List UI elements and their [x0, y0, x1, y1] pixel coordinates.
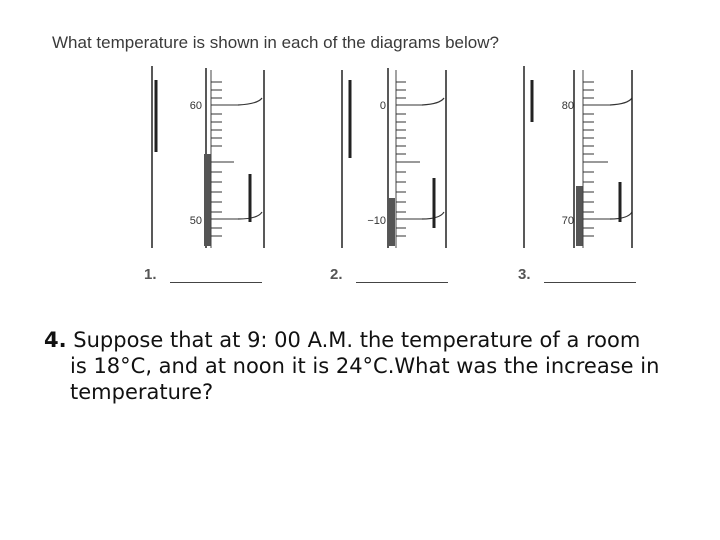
answer-blank-2[interactable]	[356, 268, 448, 283]
thermometer-3-top-label: 80	[561, 100, 574, 112]
thermometer-1-top-label: 60	[189, 100, 202, 112]
thermometer-diagram-3	[520, 62, 650, 252]
answer-number-3: 3.	[518, 266, 531, 283]
question-4-line-1	[44, 327, 684, 353]
answer-row-1	[144, 266, 262, 283]
question-4	[44, 327, 684, 405]
thermometer-1-bottom-label: 50	[189, 215, 202, 227]
thermometer-3-bottom-label: 70	[561, 215, 574, 227]
worksheet-title: What temperature is shown in each of the diagrams below?	[52, 33, 499, 52]
answer-blank-3[interactable]	[544, 268, 636, 283]
answer-row-2	[330, 266, 448, 283]
answer-row-3	[518, 266, 636, 283]
thermometer-2-bottom-label: −10	[367, 215, 386, 227]
answer-number-1: 1.	[144, 266, 157, 283]
answer-number-2: 2.	[330, 266, 343, 283]
thermometer-1-drawing	[146, 62, 276, 252]
thermometer-2-top-label: 0	[379, 100, 386, 112]
question-4-line-2: is 18°C, and at noon it is 24°C.What was the increase in	[70, 354, 660, 378]
thermometer-diagram-1	[146, 62, 276, 252]
answer-blank-1[interactable]	[170, 268, 262, 283]
question-4-text-1: Suppose that at 9: 00 A.M. the temperature of a room	[73, 328, 641, 352]
question-4-number: 4.	[44, 328, 67, 352]
thermometer-diagram-2	[336, 62, 466, 252]
question-4-line-3: temperature?	[70, 380, 214, 404]
